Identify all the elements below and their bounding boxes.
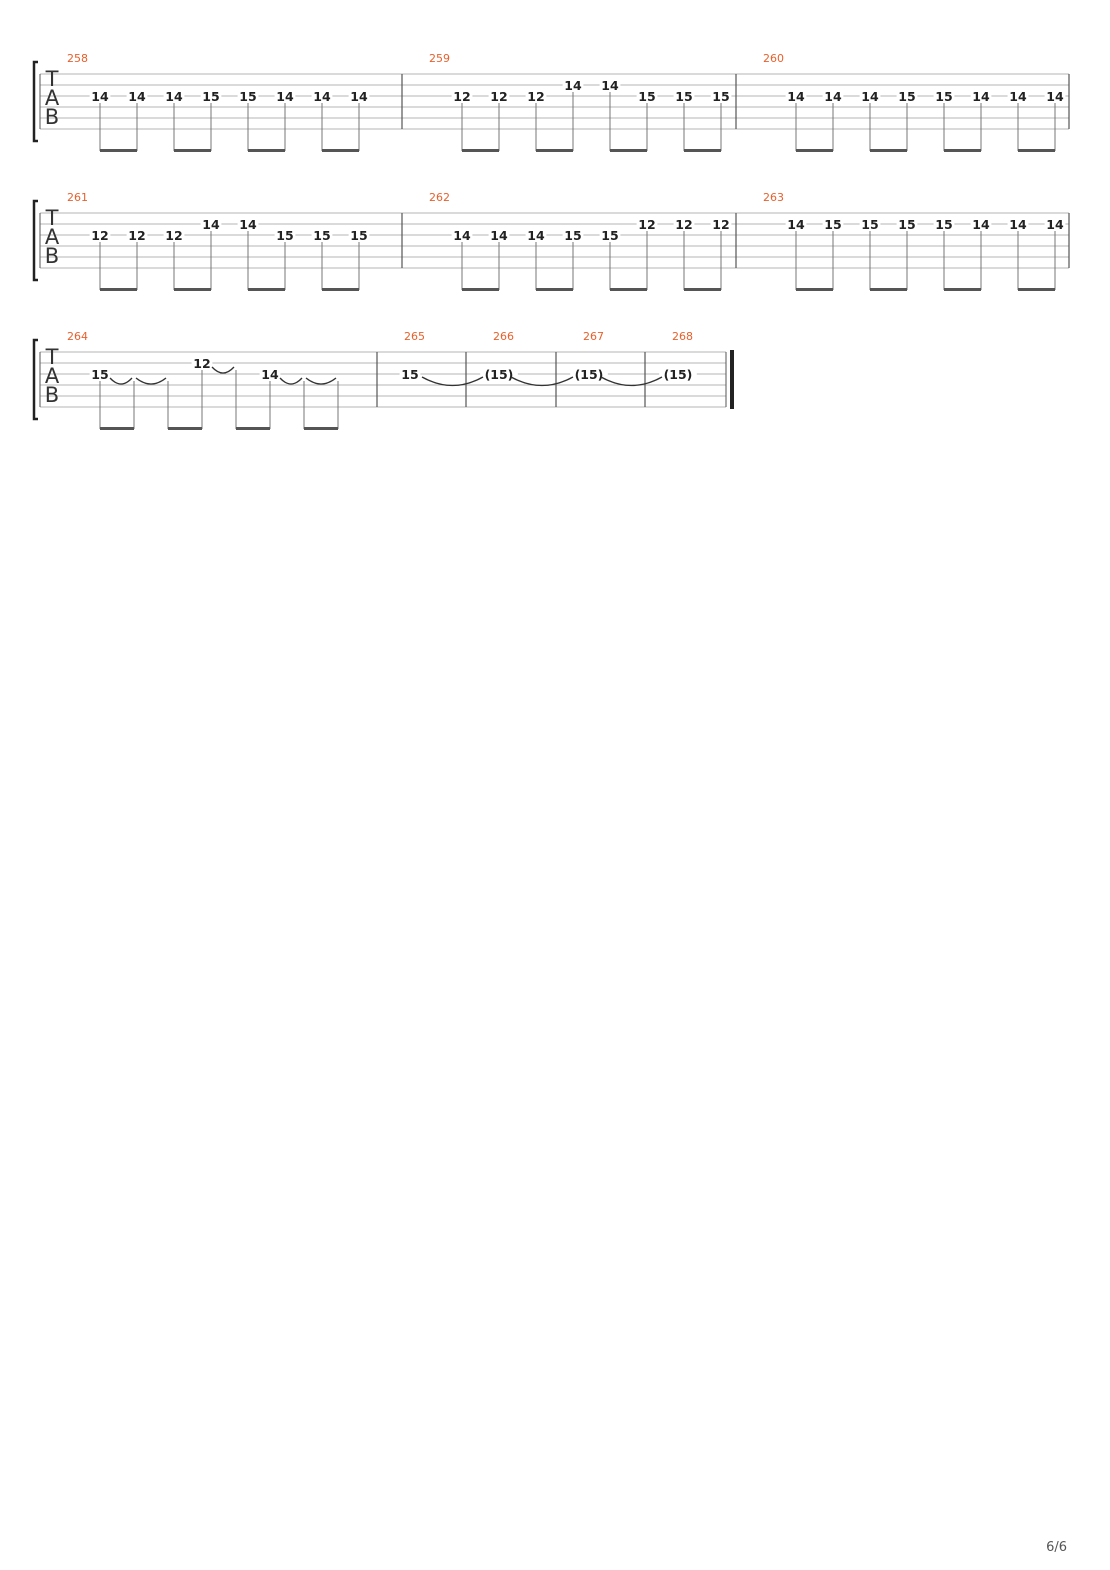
fret-number: 12 [712,217,730,232]
fret-number: 15 [350,228,368,243]
beam [100,288,137,291]
fret-number: 14 [91,89,109,104]
tab-clef-letter: A [44,364,60,388]
fret-number: 12 [453,89,471,104]
measure-number: 262 [429,191,450,204]
measure-number: 258 [67,52,88,65]
beam [322,149,359,152]
tie [280,378,302,384]
fret-number: 14 [313,89,331,104]
fret-number: 14 [453,228,471,243]
beam [100,149,137,152]
beam [462,288,499,291]
fret-number: 14 [1046,217,1064,232]
beam [684,149,721,152]
tie [136,378,166,384]
fret-number: 14 [787,89,805,104]
beam [870,149,907,152]
beam [248,149,285,152]
page-number: 6/6 [1046,1540,1067,1555]
tie [601,377,662,386]
measure-number: 259 [429,52,450,65]
fret-number: 14 [564,78,582,93]
beam [174,288,211,291]
fret-number: 12 [193,356,211,371]
beam [248,288,285,291]
fret-number: 15 [638,89,656,104]
fret-number: 14 [239,217,257,232]
fret-number: 14 [261,367,279,382]
fret-number: (15) [484,367,514,382]
tab-system [34,330,732,430]
system-bracket [34,62,38,141]
beam [168,427,202,430]
beam [322,288,359,291]
tie [212,367,234,373]
beam [1018,288,1055,291]
beam [174,149,211,152]
beam [536,288,573,291]
tie [110,378,132,384]
fret-number: 15 [861,217,879,232]
beam [610,288,647,291]
fret-number: 14 [972,217,990,232]
fret-number: 15 [91,367,109,382]
fret-number: 12 [490,89,508,104]
fret-number: 15 [564,228,582,243]
measure-number: 263 [763,191,784,204]
fret-number: 15 [898,89,916,104]
fret-number: 12 [165,228,183,243]
tab-clef-letter: B [44,383,60,407]
fret-number: 14 [202,217,220,232]
tab-system [34,191,1069,291]
tab-clef-letter: B [44,244,60,268]
fret-number: 14 [1046,89,1064,104]
fret-number: 15 [675,89,693,104]
measure-number: 268 [672,330,693,343]
beam [236,427,270,430]
fret-number: (15) [574,367,604,382]
beam [870,288,907,291]
beam [796,149,833,152]
fret-number: 14 [861,89,879,104]
fret-number: 15 [898,217,916,232]
tab-clef-letter: T [45,206,59,230]
fret-number: 15 [401,367,419,382]
tie [422,377,483,386]
fret-number: 14 [824,89,842,104]
beam [1018,149,1055,152]
fret-number: 14 [490,228,508,243]
beam [944,149,981,152]
fret-number: 15 [239,89,257,104]
fret-number: 14 [787,217,805,232]
fret-number: 14 [128,89,146,104]
fret-number: 12 [128,228,146,243]
beam [304,427,338,430]
beam [684,288,721,291]
tab-clef-letter: T [45,345,59,369]
fret-number: 15 [313,228,331,243]
fret-number: 14 [1009,89,1027,104]
system-bracket [34,340,38,419]
fret-number: 14 [972,89,990,104]
tab-clef-letter: T [45,67,59,91]
beam [944,288,981,291]
measure-number: 260 [763,52,784,65]
fret-number: 12 [675,217,693,232]
tie [306,378,336,384]
fret-number: 15 [202,89,220,104]
measure-number: 264 [67,330,88,343]
fret-number: 15 [935,217,953,232]
fret-number: 14 [276,89,294,104]
fret-number: (15) [663,367,693,382]
fret-number: 14 [601,78,619,93]
fret-number: 15 [712,89,730,104]
measure-number: 265 [404,330,425,343]
fret-number: 14 [165,89,183,104]
beam [610,149,647,152]
tab-clef-letter: A [44,86,60,110]
fret-number: 15 [935,89,953,104]
fret-number: 15 [601,228,619,243]
fret-number: 12 [527,89,545,104]
tab-clef-letter: A [44,225,60,249]
tab-system [34,52,1069,152]
fret-number: 14 [1009,217,1027,232]
fret-number: 15 [824,217,842,232]
beam [536,149,573,152]
fret-number: 15 [276,228,294,243]
fret-number: 12 [91,228,109,243]
system-bracket [34,201,38,280]
fret-number: 14 [527,228,545,243]
beam [462,149,499,152]
fret-number: 12 [638,217,656,232]
beam [100,427,134,430]
measure-number: 266 [493,330,514,343]
measure-number: 267 [583,330,604,343]
beam [796,288,833,291]
fret-number: 14 [350,89,368,104]
measure-number: 261 [67,191,88,204]
tab-clef-letter: B [44,105,60,129]
tie [511,377,573,386]
